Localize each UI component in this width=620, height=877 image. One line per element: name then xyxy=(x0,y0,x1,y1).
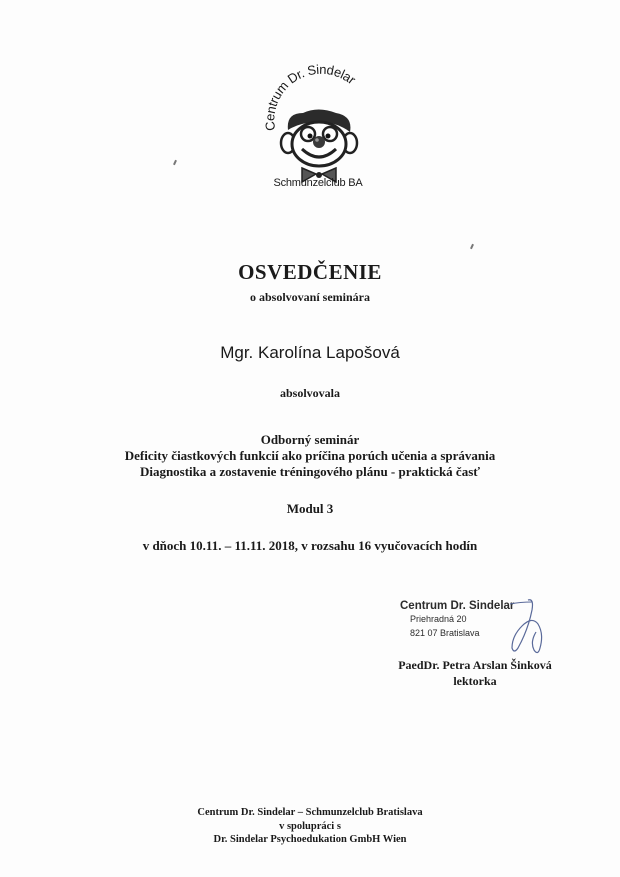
footer-line: v spolupráci s xyxy=(279,820,341,832)
stamp-street: Priehradná 20 xyxy=(410,614,467,624)
handwritten-signature-icon xyxy=(506,596,552,658)
completed-text: absolvovala xyxy=(279,386,340,400)
scan-speck xyxy=(173,160,177,165)
seminar-description xyxy=(0,432,620,480)
seminar-line: Diagnostika a zostavenie tréningového plánu - praktická časť xyxy=(139,464,481,479)
certificate-title: OSVEDČENIE xyxy=(238,260,382,284)
footer xyxy=(0,806,620,847)
recipient-name: Mgr. Karolína Lapošová xyxy=(220,343,400,362)
seminar-line: Deficity čiastkových funkcií ako príčina porúch učenia a správania xyxy=(124,448,496,463)
stamp-organization: Centrum Dr. Sindelar xyxy=(400,600,515,612)
certificate-subtitle: o absolvovaní seminára xyxy=(249,290,370,304)
signer-block xyxy=(390,657,560,689)
logo-caption: Schmunzelclub BA xyxy=(273,177,363,189)
seminar-dates: v dňoch 10.11. – 11.11. 2018, v rozsahu 16 vyučovacích hodín xyxy=(142,538,478,553)
seminar-line: Odborný seminár xyxy=(260,432,360,447)
stamp-city: 821 07 Bratislava xyxy=(410,628,480,638)
signer-role: lektorka xyxy=(453,674,497,688)
footer-line: Dr. Sindelar Psychoedukation GmbH Wien xyxy=(213,834,407,845)
module-label: Modul 3 xyxy=(286,501,334,516)
logo-arc-text: Centrum Dr. Sindelar xyxy=(262,61,359,132)
scan-speck xyxy=(470,244,474,249)
footer-line: Centrum Dr. Sindelar – Schmunzelclub Bratislava xyxy=(197,807,423,818)
signer-name: PaedDr. Petra Arslan Šinková xyxy=(398,658,552,672)
